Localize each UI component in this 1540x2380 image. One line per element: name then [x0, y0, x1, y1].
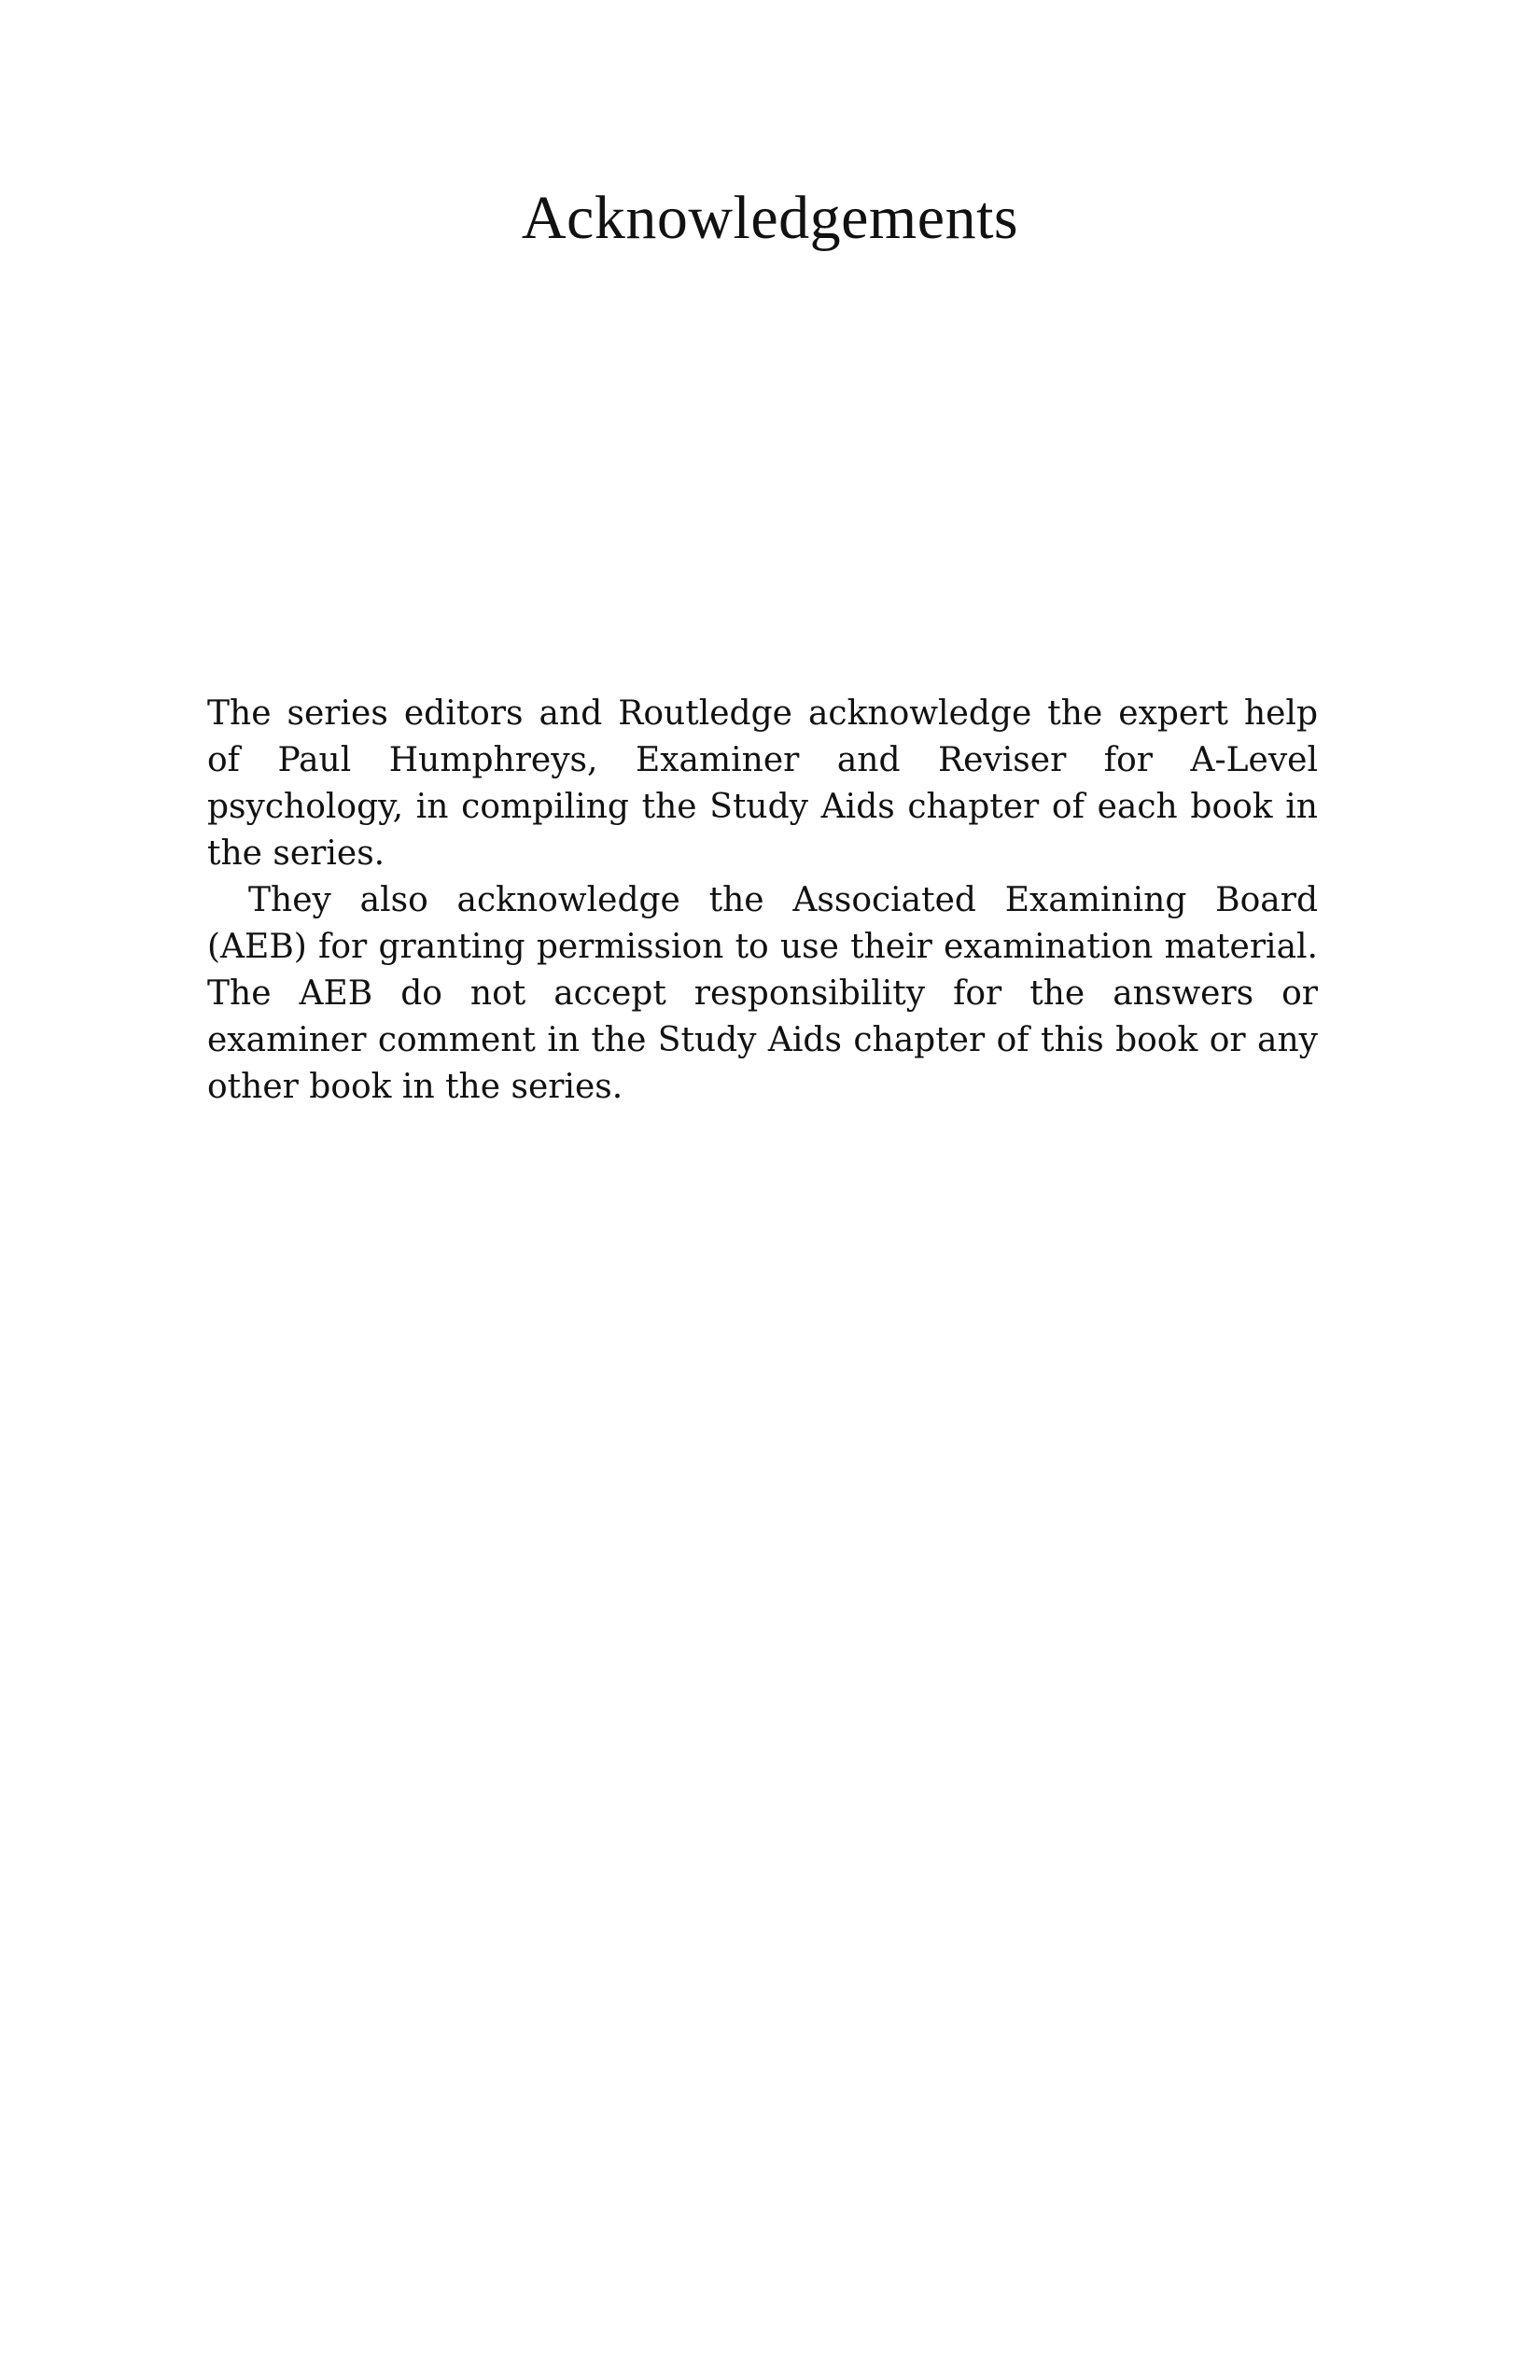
acknowledgements-body [207, 691, 1318, 1111]
acknowledgement-paragraph-1: The series editors and Routledge acknowledge the expert help of Paul Humphreys, Examiner and Reviser for A-Level psychology, in compiling the Study Aids chapter of each book in the series. [207, 694, 1318, 873]
acknowledgement-paragraph-2: They also acknowledge the Associated Examining Board (AEB) for granting permission to use their examination material. The AEB do not accept responsibility for the answers or examiner comment in the Study Aids chapter of this book or any other book in the series. [207, 881, 1318, 1106]
page-title: Acknowledgements [521, 184, 1019, 252]
